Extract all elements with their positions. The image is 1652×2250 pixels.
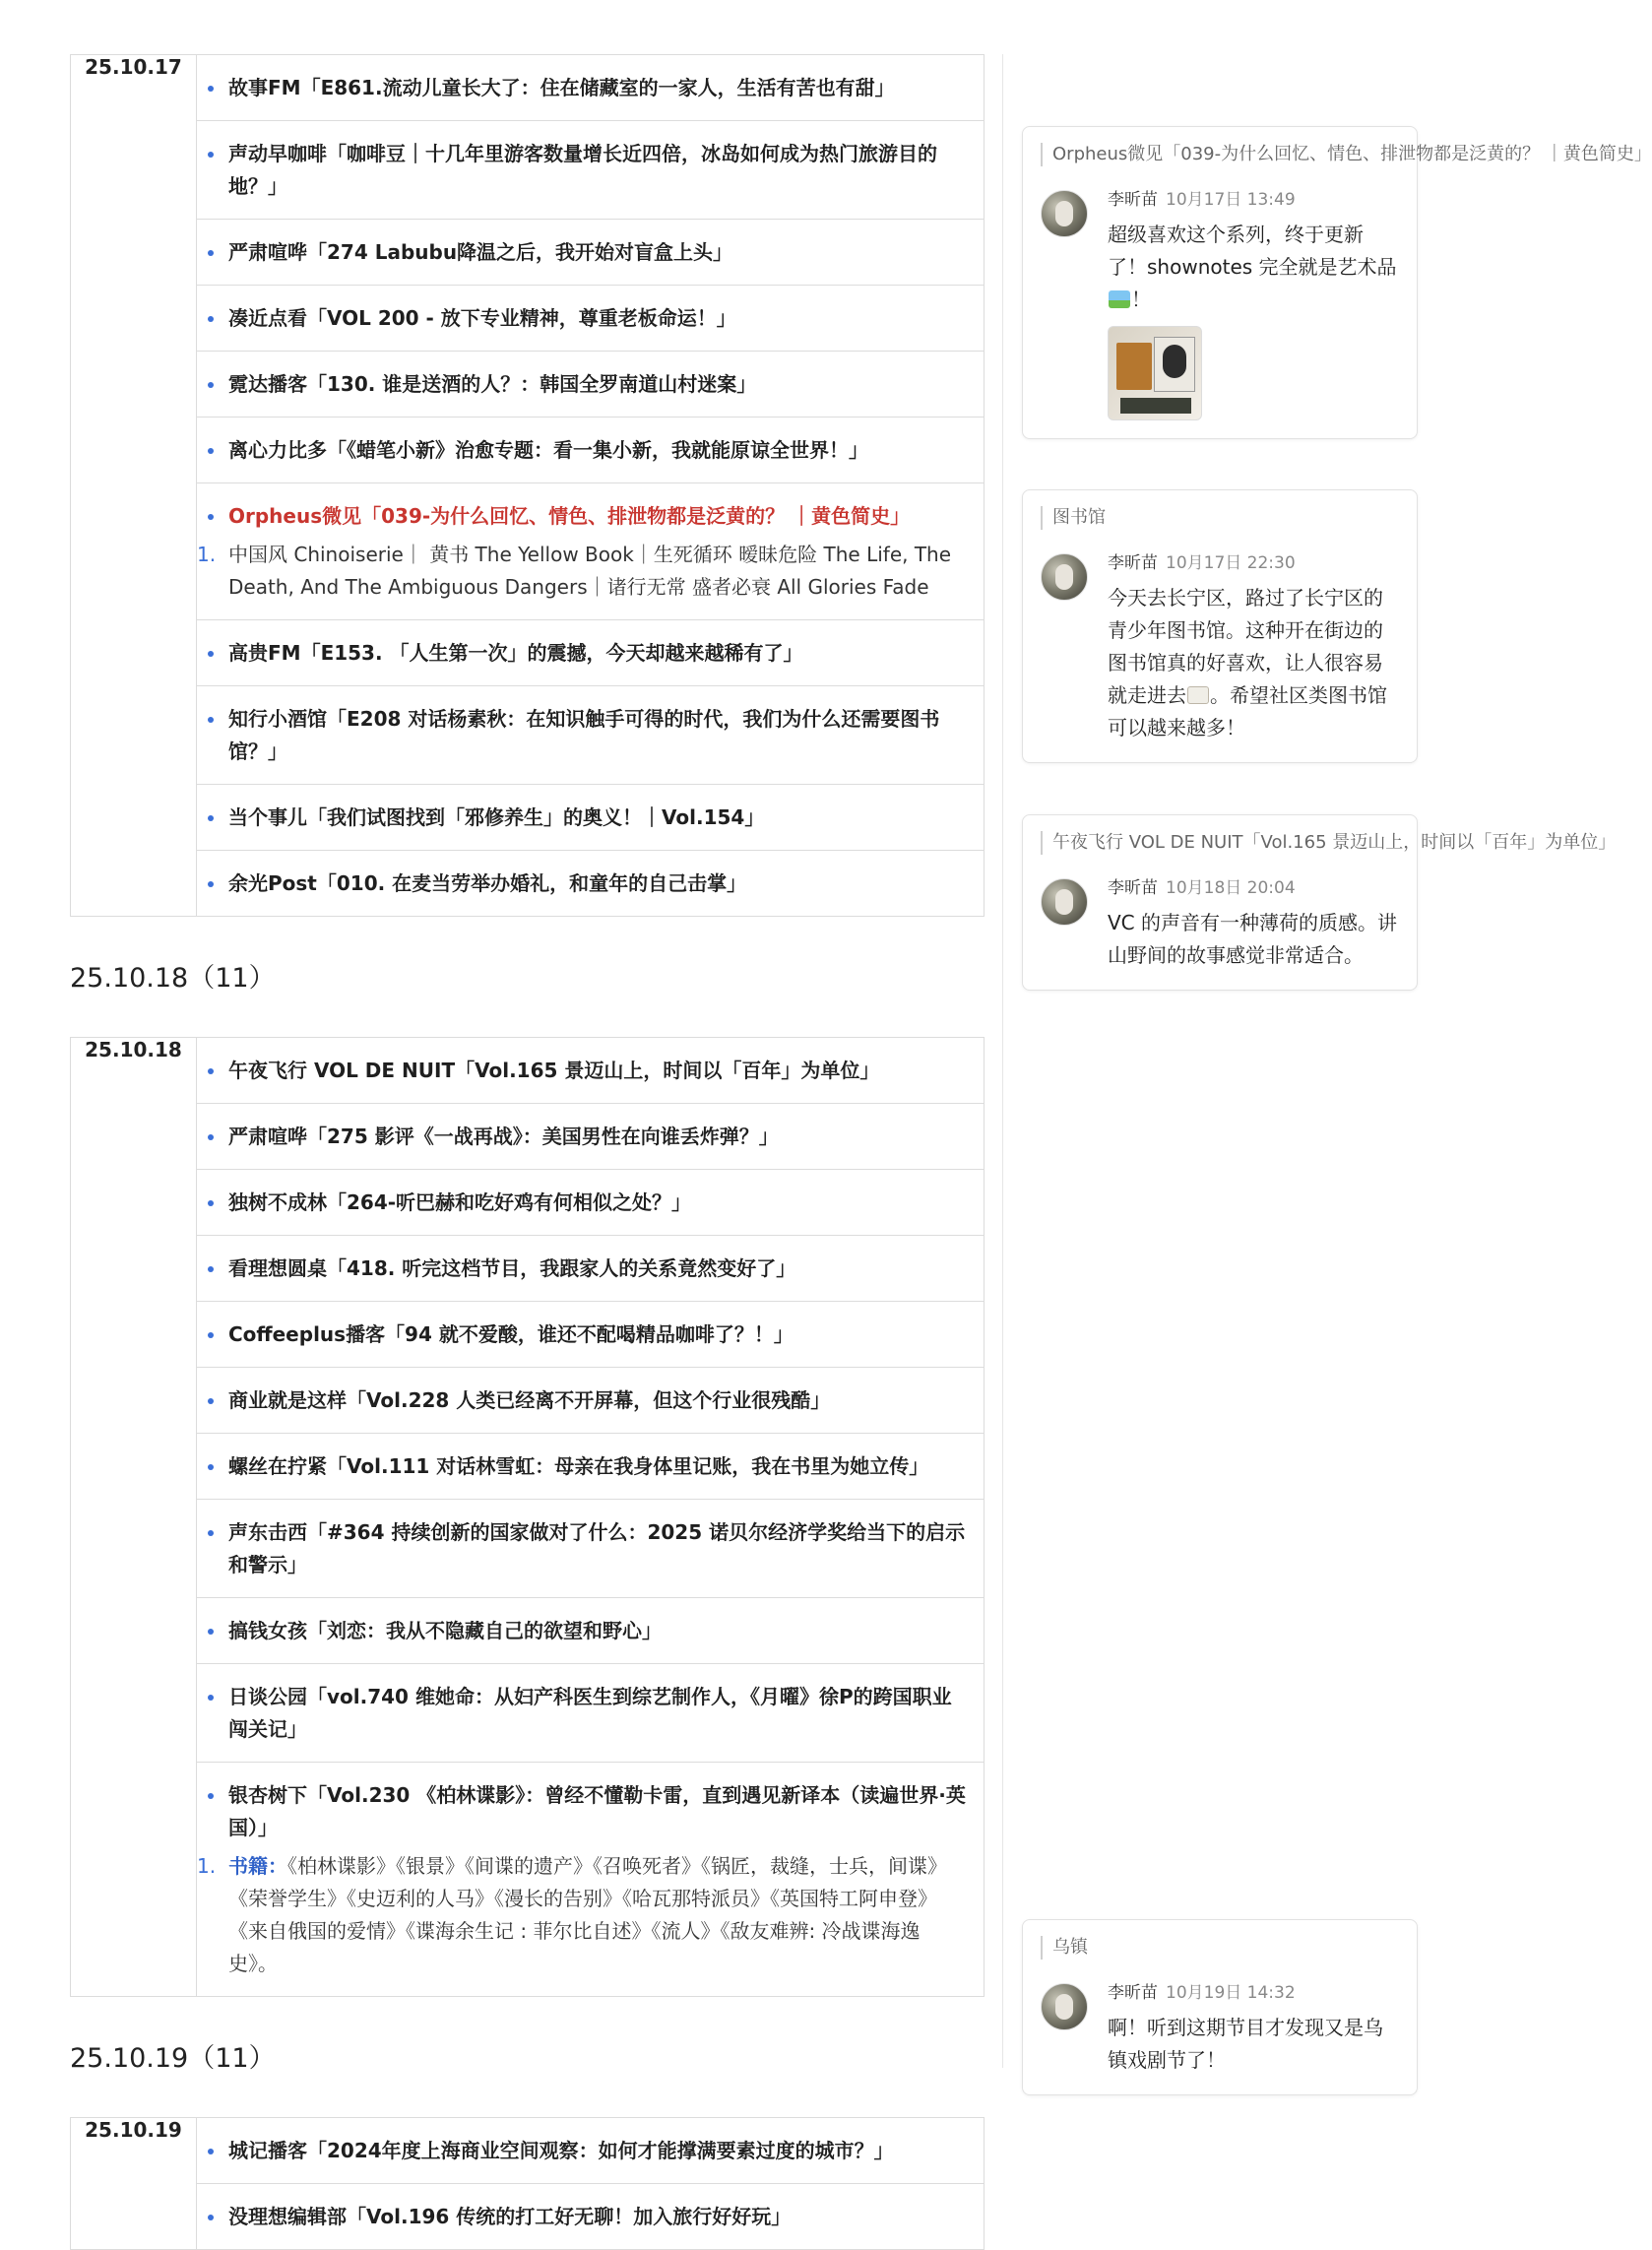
- episode-cell: [197, 483, 985, 620]
- episode-title-text: 离心力比多「《蜡笔小新》治愈专题：看一集小新，我就能原谅全世界！」: [228, 438, 868, 462]
- comment-column: [1022, 0, 1652, 2087]
- comment-body: [1041, 876, 1399, 972]
- bullet-icon: [208, 316, 214, 322]
- episode-cell: [197, 121, 985, 220]
- comment-card[interactable]: [1022, 1919, 1418, 2095]
- episode-row: [71, 286, 985, 352]
- bullet-icon: [208, 250, 214, 256]
- episode-title[interactable]: [228, 368, 966, 401]
- episode-title[interactable]: [228, 802, 966, 834]
- shownote-text: 《柏林谍影》《银景》《间谍的遗产》《召唤死者》《锅匠，裁缝，士兵，间谍》《荣誉学生》《史迈利的人马》《漫长的告别》《哈瓦那特派员》《英国特工阿申登》《来自俄国的爱情》《谍海余生记 : 菲尔比自述》《流人》《敌友难辨: 冷战谍海逸史》。: [228, 1854, 947, 1975]
- bullet-icon: [208, 881, 214, 887]
- episode-row: [71, 1763, 985, 1997]
- episode-title[interactable]: [228, 236, 966, 269]
- episode-cell: [197, 286, 985, 352]
- episode-cell: [197, 1368, 985, 1434]
- episode-title-text: 故事FM「E861.流动儿童长大了：住在储藏室的一家人，生活有苦也有甜」: [228, 76, 895, 99]
- shownote-label: 书籍：: [228, 1854, 287, 1878]
- list-number: 1.: [197, 1854, 217, 1878]
- shownote-text: 中国风 Chinoiserie｜ 黄书 The Yellow Book｜生死循环 暧昧危险 The Life, The Death, And The Ambiguous Dangers｜诸行无常 盛者必衰 All Glories Fade: [228, 543, 952, 599]
- episode-title-text: 当个事儿「我们试图找到「邪修养生」的奥义！｜Vol.154」: [228, 805, 765, 829]
- list-number: 1.: [197, 543, 217, 566]
- thumbnail-shape: [1116, 343, 1152, 390]
- episode-row: [71, 1598, 985, 1664]
- comment-topic[interactable]: 午夜飞行 VOL DE NUIT「Vol.165 景迈山上，时间以「百年」为单位」: [1041, 831, 1399, 855]
- episode-cell: [197, 1236, 985, 1302]
- episode-row: [71, 620, 985, 686]
- comment-meta: [1108, 1981, 1399, 2005]
- episode-title-text: 声东击西「#364 持续创新的国家做对了什么：2025 诺贝尔经济学奖给当下的启示和警示」: [228, 1520, 966, 1576]
- episode-title[interactable]: [228, 1253, 966, 1285]
- episode-cell: [197, 1598, 985, 1664]
- bullet-icon: [208, 1134, 214, 1140]
- comment-topic[interactable]: 图书馆: [1041, 506, 1399, 530]
- episode-title[interactable]: [228, 434, 966, 467]
- comment-text-part: VC 的声音有一种薄荷的质感。讲山野间的故事感觉非常适合。: [1108, 911, 1398, 967]
- bullet-icon: [208, 815, 214, 821]
- comment-text: [1108, 2012, 1399, 2077]
- comment-text: [1108, 907, 1399, 972]
- comment-user[interactable]: 李昕苗: [1108, 190, 1158, 210]
- comment-text-part: 啊！听到这期节目才发现又是乌镇戏剧节了！: [1108, 2016, 1383, 2072]
- comment-card[interactable]: [1022, 814, 1617, 991]
- episode-row: [71, 55, 985, 121]
- episode-log: [70, 54, 985, 2250]
- episode-row: [71, 1434, 985, 1500]
- episode-row: [71, 121, 985, 220]
- episode-title[interactable]: [228, 2135, 966, 2167]
- episode-row: [71, 1236, 985, 1302]
- episode-title-text: 霓达播客「130. 谁是送酒的人？：韩国全罗南道山村迷案」: [228, 372, 757, 396]
- day-table: [70, 2117, 985, 2250]
- episode-title[interactable]: [228, 1318, 966, 1351]
- thumbnail-shape: [1163, 345, 1186, 378]
- comment-image-thumbnail[interactable]: [1108, 326, 1202, 420]
- bullet-icon: [208, 152, 214, 158]
- bullet-icon: [208, 1398, 214, 1404]
- episode-title-text: 严肃喧哗「274 Labubu降温之后，我开始对盲盒上头」: [228, 240, 733, 264]
- comment-time: 10月19日 14:32: [1166, 1983, 1296, 2003]
- shownote-item: [197, 1850, 966, 1980]
- comment-body: [1041, 188, 1399, 420]
- episode-row: [71, 785, 985, 851]
- episode-title[interactable]: [228, 138, 966, 203]
- episode-title[interactable]: [228, 72, 966, 104]
- avatar-figure: [1055, 201, 1073, 226]
- avatar[interactable]: [1041, 1983, 1088, 2030]
- bullet-icon: [208, 1068, 214, 1074]
- bullet-icon: [208, 86, 214, 92]
- episode-row: [71, 851, 985, 917]
- day-heading: 25.10.18（11）: [70, 963, 276, 994]
- episode-row: [71, 1104, 985, 1170]
- episode-row: [71, 1302, 985, 1368]
- episode-title[interactable]: [228, 1516, 966, 1581]
- episode-row: [71, 418, 985, 483]
- episode-title-text: 声动早咖啡「咖啡豆｜十几年里游客数量增长近四倍，冰岛如何成为热门旅游目的地？」: [228, 142, 937, 198]
- episode-cell: [197, 620, 985, 686]
- comment-time: 10月17日 22:30: [1166, 553, 1296, 573]
- comment-text-part: ！: [1131, 288, 1151, 311]
- episode-cell: [197, 352, 985, 418]
- episode-row: [71, 2118, 985, 2184]
- episode-title[interactable]: [228, 637, 966, 670]
- episode-cell: [197, 1763, 985, 1997]
- episode-title[interactable]: [228, 500, 966, 533]
- episode-title-text: Coffeeplus播客「94 就不爱酸，谁还不配喝精品咖啡了？！」: [228, 1322, 794, 1346]
- avatar-figure: [1055, 564, 1073, 590]
- episode-cell: [197, 1434, 985, 1500]
- avatar-figure: [1055, 889, 1073, 915]
- episode-row: [71, 686, 985, 785]
- episode-title-text: Orpheus微见「039-为什么回忆、情色、排泄物都是泛黄的？ ｜黄色简史」: [228, 504, 911, 528]
- comment-text-part: 。希望社区类图书馆可以越来越多！: [1108, 683, 1387, 739]
- open-book-icon: [1187, 686, 1209, 704]
- bullet-icon: [208, 1793, 214, 1799]
- episode-cell: [197, 1170, 985, 1236]
- bullet-icon: [208, 1530, 214, 1536]
- episode-title-text: 凑近点看「VOL 200 - 放下专业精神，尊重老板命运！」: [228, 306, 736, 330]
- date-cell: 25.10.19: [71, 2118, 197, 2250]
- episode-cell: [197, 686, 985, 785]
- episode-title-text: 余光Post「010. 在麦当劳举办婚礼，和童年的自己击掌」: [228, 871, 747, 895]
- episode-title[interactable]: [228, 1681, 966, 1746]
- episode-cell: [197, 851, 985, 917]
- bullet-icon: [208, 514, 214, 520]
- comment-topic[interactable]: Orpheus微见「039-为什么回忆、情色、排泄物都是泛黄的？ ｜黄色简史」: [1041, 143, 1399, 166]
- episode-title[interactable]: [228, 1121, 966, 1153]
- comment-topic[interactable]: 乌镇: [1041, 1936, 1399, 1960]
- episode-cell: [197, 418, 985, 483]
- episode-row: [71, 1368, 985, 1434]
- episode-title-text: 日谈公园「vol.740 维她命：从妇产科医生到综艺制作人，《月曜》徐P的跨国职业闯关记」: [228, 1685, 952, 1741]
- episode-title-text: 螺丝在拧紧「Vol.111 对话林雪虹：母亲在我身体里记账，我在书里为她立传」: [228, 1454, 929, 1478]
- bullet-icon: [208, 2215, 214, 2220]
- episode-row: [71, 1038, 985, 1104]
- episode-row: [71, 1664, 985, 1763]
- shownote-item: [197, 539, 966, 604]
- episode-title-text: 独树不成林「264-听巴赫和吃好鸡有何相似之处？」: [228, 1190, 692, 1214]
- date-cell: 25.10.17: [71, 55, 197, 917]
- episode-row: [71, 1500, 985, 1598]
- comment-user[interactable]: 李昕苗: [1108, 878, 1158, 898]
- comment-user[interactable]: 李昕苗: [1108, 1983, 1158, 2003]
- episode-title[interactable]: [228, 1615, 966, 1647]
- bullet-icon: [208, 2149, 214, 2154]
- episode-title[interactable]: [228, 1450, 966, 1483]
- episode-cell: [197, 785, 985, 851]
- comment-text: [1108, 219, 1399, 316]
- episode-cell: [197, 220, 985, 286]
- episode-title[interactable]: [228, 703, 966, 768]
- episode-title[interactable]: [228, 868, 966, 900]
- avatar[interactable]: [1041, 190, 1088, 237]
- episode-title[interactable]: [228, 1055, 966, 1087]
- episode-cell: [197, 1038, 985, 1104]
- episode-title-text: 知行小酒馆「E208 对话杨素秋：在知识触手可得的时代，我们为什么还需要图书馆？」: [228, 707, 940, 763]
- episode-title-text: 商业就是这样「Vol.228 人类已经离不开屏幕，但这个行业很残酷」: [228, 1388, 831, 1412]
- episode-title-text: 严肃喧哗「275 影评《一战再战》：美国男性在向谁丢炸弹？」: [228, 1125, 779, 1148]
- episode-cell: [197, 2184, 985, 2250]
- episode-row: [71, 352, 985, 418]
- episode-title-text: 看理想圆桌「418. 听完这档节目，我跟家人的关系竟然变好了」: [228, 1256, 796, 1280]
- comment-body: [1041, 1981, 1399, 2077]
- episode-title[interactable]: [228, 302, 966, 335]
- episode-title-text: 城记播客「2024年度上海商业空间观察：如何才能撑满要素过度的城市？」: [228, 2139, 894, 2162]
- episode-row: [71, 2184, 985, 2250]
- comment-text-part: 今天去长宁区，路过了长宁区的青少年图书馆。这种开在街边的图书馆真的好喜欢，让人很容易就走进去: [1108, 586, 1383, 707]
- day-table: [70, 1037, 985, 1997]
- date-cell: 25.10.18: [71, 1038, 197, 1997]
- bullet-icon: [208, 651, 214, 657]
- episode-title[interactable]: [228, 1187, 966, 1219]
- episode-title[interactable]: [228, 2201, 966, 2233]
- bullet-icon: [208, 1695, 214, 1701]
- framed-picture-icon: [1109, 290, 1130, 308]
- episode-title[interactable]: [228, 1384, 966, 1417]
- comment-user[interactable]: 李昕苗: [1108, 553, 1158, 573]
- avatar[interactable]: [1041, 878, 1088, 926]
- episode-row: [71, 483, 985, 620]
- bullet-icon: [208, 717, 214, 723]
- episode-title[interactable]: [228, 1779, 966, 1844]
- episode-cell: [197, 55, 985, 121]
- episode-cell: [197, 2118, 985, 2184]
- column-divider: [1002, 54, 1003, 2068]
- bullet-icon: [208, 448, 214, 454]
- episode-title-text: 搞钱女孩「刘恋：我从不隐藏自己的欲望和野心」: [228, 1619, 662, 1642]
- bullet-icon: [208, 1200, 214, 1206]
- episode-title-text: 高贵FM「E153. 「人生第一次」的震撼，今天却越来越稀有了」: [228, 641, 803, 665]
- bullet-icon: [208, 1266, 214, 1272]
- episode-cell: [197, 1664, 985, 1763]
- comment-meta: [1108, 876, 1399, 900]
- avatar-figure: [1055, 1994, 1073, 2020]
- episode-title-text: 没理想编辑部「Vol.196 传统的打工好无聊！加入旅行好好玩」: [228, 2205, 792, 2228]
- comment-card[interactable]: [1022, 489, 1418, 763]
- comment-body: [1041, 551, 1399, 744]
- comment-time: 10月17日 13:49: [1166, 190, 1296, 210]
- bullet-icon: [208, 382, 214, 388]
- episode-cell: [197, 1500, 985, 1598]
- comment-card[interactable]: [1022, 126, 1652, 439]
- episode-title-text: 午夜飞行 VOL DE NUIT「Vol.165 景迈山上，时间以「百年」为单位」: [228, 1059, 880, 1082]
- bullet-icon: [208, 1464, 214, 1470]
- episode-cell: [197, 1302, 985, 1368]
- thumbnail-shape: [1120, 398, 1191, 414]
- comment-time: 10月18日 20:04: [1166, 878, 1296, 898]
- episode-row: [71, 220, 985, 286]
- avatar[interactable]: [1041, 553, 1088, 601]
- episode-cell: [197, 1104, 985, 1170]
- episode-row: [71, 1170, 985, 1236]
- day-heading: 25.10.19（11）: [70, 2043, 276, 2074]
- bullet-icon: [208, 1332, 214, 1338]
- bullet-icon: [208, 1629, 214, 1635]
- comment-meta: [1108, 551, 1399, 575]
- comment-text-part: 超级喜欢这个系列，终于更新了！shownotes 完全就是艺术品: [1108, 223, 1397, 279]
- comment-text: [1108, 582, 1399, 744]
- day-table: [70, 54, 985, 917]
- episode-title-text: 银杏树下「Vol.230 《柏林谍影》：曾经不懂勒卡雷，直到遇见新译本（读遍世界·英国）」: [228, 1783, 966, 1839]
- comment-meta: [1108, 188, 1399, 212]
